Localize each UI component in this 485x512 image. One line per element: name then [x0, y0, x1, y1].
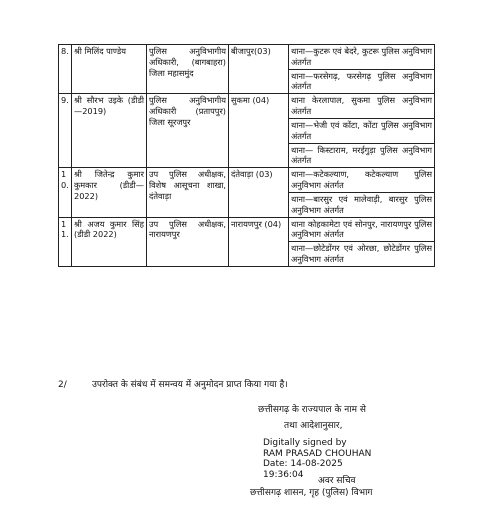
- signature-time: 19:36:04: [263, 469, 304, 480]
- governor-authority-line: छत्तीसगढ़ के राज्यपाल के नाम से: [258, 405, 366, 415]
- police-station-area: थाना केरलापाल, सुकमा पुलिस अनुविभाग अंतर्गत: [289, 94, 435, 119]
- officer-name: श्री मिलिंद पाण्डेय: [72, 45, 147, 94]
- officer-name: श्री सौरभ उइके (डीडी—2019): [72, 94, 147, 168]
- officer-post: उप पुलिस अधीक्षक, नारायणपुर: [147, 217, 229, 266]
- officers-table: [58, 44, 435, 267]
- order-line: तथा आदेशानुसार,: [284, 421, 343, 431]
- serial-number: 10.: [59, 168, 72, 217]
- paragraph-text: उपरोक्त के संबंध में समन्वय में अनुमोदन प्राप्त किया गया है।: [92, 380, 288, 390]
- officer-name: श्री जितेन्द्र कुमार कुमकार (डीडी—2022): [72, 168, 147, 217]
- cut-off-next-line: [58, 508, 438, 512]
- police-station-area: थाना— किस्टाराम, मरईगुड़ा पुलिस अनुविभाग अंतर्गत: [289, 143, 435, 168]
- digital-signature: [263, 438, 371, 480]
- police-station-area: थाना—फरसेगढ़, फरसेगढ़ पुलिस अनुविभाग अंतर्गत: [289, 69, 435, 94]
- assigned-district: दंतेवाड़ा (03): [229, 168, 289, 217]
- assigned-district: सुकमा (04): [229, 94, 289, 168]
- table-row: [59, 45, 435, 70]
- police-station-area: थाना—छोटेडोंगर एवं ओरछा, छोटेडोंगर पुलिस अनुविभाग अंतर्गत: [289, 242, 435, 267]
- police-station-area: थाना—कटेकल्याण, कटेकल्याण पुलिस अनुविभाग अंतर्गत: [289, 168, 435, 193]
- table-row: [59, 168, 435, 193]
- department-name: छत्तीसगढ़ शासन, गृह (पुलिस) विभाग: [250, 488, 373, 498]
- signature-date: Date: 14-08-2025: [263, 459, 343, 470]
- signer-designation: अवर सचिव: [318, 476, 356, 486]
- officer-name: श्री अजय कुमार सिंह (डीडी 2022): [72, 217, 147, 266]
- approval-paragraph: [58, 380, 288, 392]
- police-station-area: थाना कोहकामेटा एवं सोनपुर, नारायणपुर पुलिस अनुविभाग अंतर्गत: [289, 217, 435, 242]
- officer-post: पुलिस अनुविभागीय अधिकारी (प्रतापपुर) जिला सूरजपुर: [147, 94, 229, 168]
- serial-number: 11.: [59, 217, 72, 266]
- serial-number: 9.: [59, 94, 72, 168]
- signer-name: RAM PRASAD CHOUHAN: [263, 448, 372, 459]
- police-station-area: थाना—बारसुर एवं मालेवाड़ी, बारसुर पुलिस अनुविभाग अंतर्गत: [289, 192, 435, 217]
- serial-number: 8.: [59, 45, 72, 94]
- table-row: [59, 217, 435, 242]
- digital-signature-caption: Digitally signed by: [263, 438, 347, 448]
- officer-post: पुलिस अनुविभागीय अधिकारी, (बागबाहरा) जिला महासमुंद: [147, 45, 229, 94]
- police-station-area: थाना—कुटरू एवं बेदरे, कुटरू पुलिस अनुविभाग अंतर्गत: [289, 45, 435, 70]
- officers-table-body: [59, 45, 435, 267]
- paragraph-number: 2/: [58, 380, 67, 390]
- table-row: [59, 94, 435, 119]
- assigned-district: नारायणपुर (04): [229, 217, 289, 266]
- officer-post: उप पुलिस अधीक्षक, विशेष आसूचना शाखा, दंतेवाड़ा: [147, 168, 229, 217]
- police-station-area: थाना—भेजी एवं कोंटा, कोंटा पुलिस अनुविभाग अंतर्गत: [289, 118, 435, 143]
- assigned-district: बीजापुर(03): [229, 45, 289, 94]
